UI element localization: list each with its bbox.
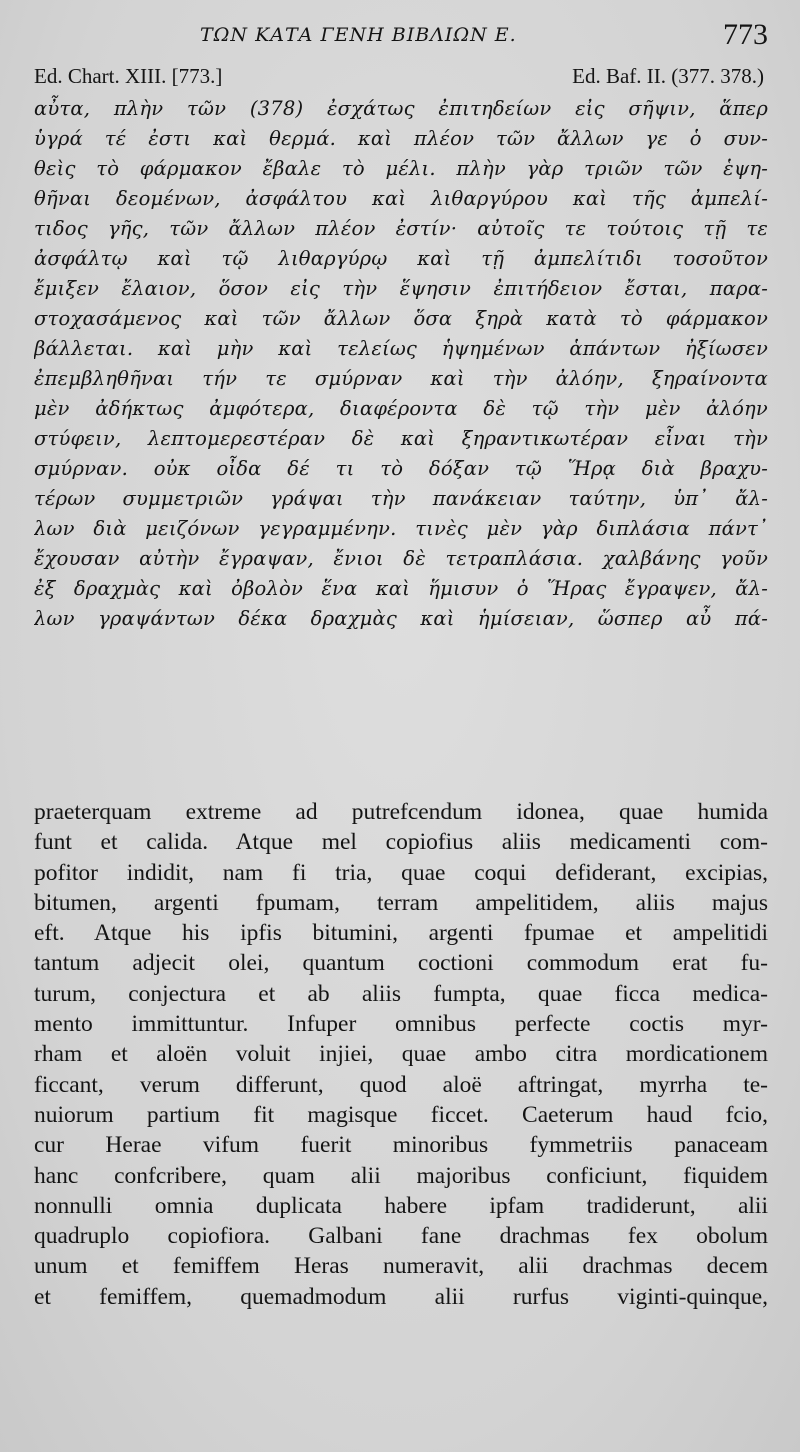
edition-chartier: Ed. Chart. XIII. [773.] bbox=[34, 64, 223, 88]
greek-line: τέρων συμμετριῶν γράψαι τὴν πανάκειαν ταύτην, ὑπ᾽ ἄλ- bbox=[34, 487, 768, 510]
edition-basel: Ed. Baf. II. (377. 378.) bbox=[572, 64, 764, 88]
latin-line: et femiffem, quemadmodum alii rurfus viginti-quinque, bbox=[34, 1283, 768, 1310]
latin-text bbox=[34, 797, 768, 1312]
latin-line: ficcant, verum differunt, quod aloë aftringat, myrrha te- bbox=[34, 1071, 768, 1098]
greek-line: λων διὰ μειζόνων γεγραμμένην. τινὲς μὲν γὰρ διπλάσια πάντ᾽ bbox=[34, 517, 768, 540]
greek-line: τιδος γῆς, τῶν ἄλλων πλέον ἐστίν· αὐτοῖς τε τούτοις τῇ τε bbox=[34, 217, 768, 240]
greek-line: μὲν ἀδήκτως ἀμφότερα, διαφέροντα δὲ τῷ τὴν μὲν ἀλόην bbox=[34, 397, 768, 420]
page-number: 773 bbox=[723, 18, 768, 51]
greek-line: λων γραψάντων δέκα δραχμὰς καὶ ἡμίσειαν, ὥσπερ αὖ πά- bbox=[34, 607, 768, 630]
greek-line: βάλλεται. καὶ μὴν καὶ τελείως ἡψημένων ἁπάντων ἠξίωσεν bbox=[34, 337, 768, 360]
greek-line: ἔμιξεν ἔλαιον, ὅσον εἰς τὴν ἕψησιν ἐπιτήδειον ἔσται, παρα- bbox=[34, 277, 768, 300]
latin-line: funt et calida. Atque mel copiofius aliis medicamenti com- bbox=[34, 829, 768, 856]
greek-line: ἀσφάλτῳ καὶ τῷ λιθαργύρῳ καὶ τῇ ἀμπελίτιδι τοσοῦτον bbox=[34, 247, 768, 270]
greek-line: σμύρναν. οὐκ οἶδα δέ τι τὸ δόξαν τῷ Ἥρᾳ διὰ βραχυ- bbox=[34, 457, 768, 480]
latin-line: praeterquam extreme ad putrefcendum idonea, quae humida bbox=[34, 799, 768, 825]
latin-line: bitumen, argenti fpumam, terram ampelitidem, aliis majus bbox=[34, 889, 768, 916]
latin-line: hanc confcribere, quam alii majoribus conficiunt, fiquidem bbox=[34, 1162, 768, 1189]
greek-text bbox=[34, 94, 768, 634]
greek-line: ἐπεμβληθῆναι τήν τε σμύρναν καὶ τὴν ἀλόην, ξηραίνοντα bbox=[34, 367, 768, 390]
greek-line: ὑγρά τέ ἐστι καὶ θερμά. καὶ πλέον τῶν ἄλλων γε ὁ συν- bbox=[34, 127, 768, 150]
greek-line: στύφειν, λεπτομερεστέραν δὲ καὶ ξηραντικωτέραν εἶναι τὴν bbox=[34, 427, 768, 450]
edition-references bbox=[34, 64, 764, 92]
latin-line: nuiorum partium fit magisque ficcet. Caeterum haud fcio, bbox=[34, 1101, 768, 1128]
latin-line: pofitor indidit, nam fi tria, quae coqui defiderant, excipias, bbox=[34, 859, 768, 886]
latin-line: quadruplo copiofiora. Galbani fane drachmas fex obolum bbox=[34, 1223, 768, 1250]
latin-line: unum et femiffem Heras numeravit, alii drachmas decem bbox=[34, 1253, 768, 1280]
latin-line: eft. Atque his ipfis bitumini, argenti fpumae et ampelitidi bbox=[34, 920, 768, 947]
greek-line: στοχασάμενος καὶ τῶν ἄλλων ὅσα ξηρὰ κατὰ τὸ φάρμακον bbox=[34, 307, 768, 330]
latin-line: nonnulli omnia duplicata habere ipfam tradiderunt, alii bbox=[34, 1192, 768, 1219]
greek-line: θῆναι δεομένων, ἀσφάλτου καὶ λιθαργύρου καὶ τῆς ἀμπελί- bbox=[34, 187, 768, 210]
running-title: ΤΩΝ ΚΑΤΑ ΓΕΝΗ ΒΙΒΛΙΩΝ Ε. bbox=[200, 24, 517, 46]
latin-line: mento immittuntur. Infuper omnibus perfecte coctis myr- bbox=[34, 1011, 768, 1038]
latin-line: turum, conjectura et ab aliis fumpta, quae ficca medica- bbox=[34, 980, 768, 1007]
running-head bbox=[0, 18, 800, 52]
greek-line: αὖτα, πλὴν τῶν (378) ἐσχάτως ἐπιτηδείων εἰς σῆψιν, ἅπερ bbox=[34, 97, 768, 120]
latin-line: cur Herae vifum fuerit minoribus fymmetriis panaceam bbox=[34, 1132, 768, 1159]
latin-line: tantum adjecit olei, quantum coctioni commodum erat fu- bbox=[34, 950, 768, 977]
latin-line: rham et aloën voluit injiei, quae ambo citra mordicationem bbox=[34, 1041, 768, 1068]
greek-line: ἐξ δραχμὰς καὶ ὀβολὸν ἕνα καὶ ἥμισυν ὁ Ἥρας ἔγραψεν, ἄλ- bbox=[34, 577, 768, 600]
greek-line: ἔχουσαν αὐτὴν ἔγραψαν, ἔνιοι δὲ τετραπλάσια. χαλβάνης γοῦν bbox=[34, 547, 768, 570]
greek-line: θεὶς τὸ φάρμακον ἔβαλε τὸ μέλι. πλὴν γὰρ τριῶν τῶν ἑψη- bbox=[34, 157, 768, 180]
